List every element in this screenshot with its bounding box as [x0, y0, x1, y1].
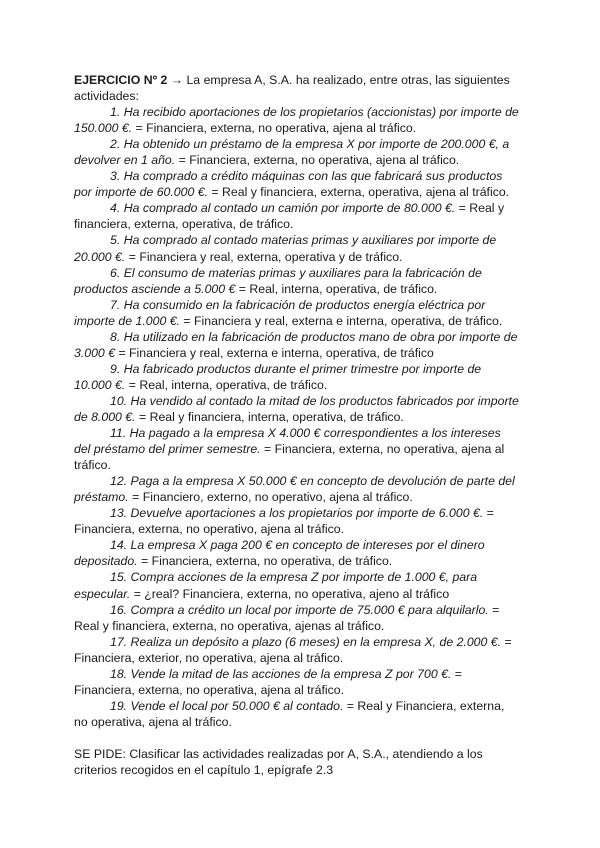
activity-item: [74, 104, 520, 136]
activity-number: 18.: [110, 666, 128, 681]
equals-sign: =: [179, 313, 194, 328]
activity-description: [110, 699, 343, 713]
activity-text: Paga a la empresa X 50.000 € en concepto de devolución de parte del préstamo.: [74, 474, 515, 505]
activity-classification: Financiera, exterior, no operativa, ajena al tráfico.: [74, 650, 344, 665]
activity-text: Devuelve aportaciones a los propietarios por importe de 6.000 €.: [130, 506, 484, 521]
equals-sign: =: [115, 345, 130, 360]
activity-text: Ha pagado a la empresa X 4.000 € correspondientes a los intereses del préstamo del primer semestre.: [74, 426, 501, 457]
activity-text: Vende el local por 50.000 € al contado.: [130, 698, 344, 713]
activity-item: [74, 232, 520, 264]
equals-sign: =: [130, 586, 145, 601]
equals-sign: =: [455, 201, 470, 216]
exercise-title: EJERCICIO Nº 2: [74, 73, 168, 87]
activity-number: 15.: [110, 570, 128, 585]
activity-item: [74, 265, 520, 297]
activity-description: [110, 667, 451, 681]
equals-sign: =: [125, 377, 140, 392]
activity-description: [110, 603, 489, 617]
activity-item: [74, 168, 520, 200]
activity-number: 6.: [110, 265, 121, 280]
activity-item: [74, 200, 520, 232]
document-page: [74, 72, 520, 778]
activity-item: [74, 537, 520, 569]
activity-classification: Real, interna, operativa, de tráfico.: [249, 281, 438, 296]
equals-sign: =: [125, 249, 140, 264]
activity-classification: Financiero, externo, no operativo, ajena al tráfico.: [142, 490, 413, 505]
activity-classification: Real y financiera, externa, operativa, ajena al tráfico.: [222, 185, 510, 200]
activity-classification: Financiera, externa, no operativo, ajena al tráfico.: [74, 522, 345, 537]
equals-sign: =: [451, 666, 462, 681]
activity-text: Ha comprado a crédito máquinas con las que fabricará sus productos por importe de 60.000 €.: [74, 169, 503, 200]
activity-text: La empresa X paga 200 € en concepto de intereses por el dinero depositado.: [74, 538, 485, 569]
equals-sign: =: [343, 698, 358, 713]
activity-number: 17.: [110, 634, 128, 649]
activity-item: [74, 602, 520, 634]
activity-classification: Financiera, externa, no operativa, ajena al tráfico.: [74, 442, 505, 473]
intro-text: La empresa A, S.A. ha realizado, entre otras, las siguientes actividades:: [74, 73, 510, 104]
activity-number: 10.: [110, 393, 128, 408]
activity-number: 9.: [110, 361, 121, 376]
activity-item: [74, 473, 520, 505]
activity-text: Compra acciones de la empresa Z por importe de 1.000 €, para especular.: [74, 570, 478, 601]
activity-classification: Financiera y real, externa e interna, operativa, de tráfico.: [193, 313, 503, 328]
exercise-intro: [74, 72, 520, 104]
activity-text: Ha consumido en la fabricación de productos energía eléctrica por importe de 1.000 €.: [74, 297, 486, 328]
activity-classification: Financiera, externa, no operativa, ajena al tráfico.: [74, 682, 345, 697]
equals-sign: =: [235, 281, 250, 296]
activity-number: 13.: [110, 506, 128, 521]
activity-item: [74, 329, 520, 361]
equals-sign: =: [483, 506, 494, 521]
activity-number: 19.: [110, 698, 128, 713]
task-statement: SE PIDE: Clasificar las actividades realizadas por A, S.A., atendiendo a los criterios recogidos en el capítulo 1, epígrafe 2.3: [74, 746, 483, 777]
activity-text: Ha utilizado en la fabricación de productos mano de obra por importe de 3.000 €: [74, 329, 518, 360]
activity-classification: Real y financiera, interna, operativa, de tráfico.: [149, 409, 404, 424]
activity-description: [110, 201, 455, 215]
equals-sign: =: [501, 634, 512, 649]
activity-description: [110, 506, 483, 520]
equals-sign: =: [135, 409, 150, 424]
activity-text: Ha fabricado productos durante el primer trimestre por importe de 10.000 €.: [74, 361, 482, 392]
activity-classification: Real, interna, operativa, de tráfico.: [139, 377, 328, 392]
activity-text: Compra a crédito un local por importe de 75.000 € para alquilarlo.: [130, 602, 489, 617]
activity-item: [74, 666, 520, 698]
activity-classification: Real y financiera, externa, no operativa, ajenas al tráfico.: [74, 618, 385, 633]
activity-number: 5.: [110, 233, 121, 248]
activity-item: [74, 361, 520, 393]
activity-item: [74, 569, 520, 601]
activity-classification: Financiera, externa, no operativa, ajena al tráfico.: [146, 121, 417, 136]
equals-sign: =: [175, 153, 190, 168]
equals-sign: =: [208, 185, 223, 200]
equals-sign: =: [260, 442, 275, 457]
activity-item: [74, 698, 520, 730]
activity-item: [74, 505, 520, 537]
activity-text: El consumo de materias primas y auxiliares para la fabricación de productos asciende a 5.000 €: [74, 265, 482, 296]
activity-classification: Real y financiera, externa, operativa, de tráfico.: [74, 201, 505, 232]
activity-item: [74, 425, 520, 473]
equals-sign: =: [128, 490, 143, 505]
activity-text: Ha obtenido un préstamo de la empresa X por importe de 200.000 €, a devolver en 1 año.: [74, 137, 510, 168]
activity-number: 14.: [110, 538, 128, 553]
activity-list: [74, 104, 520, 730]
equals-sign: =: [488, 602, 500, 617]
activity-number: 2.: [110, 137, 121, 152]
activity-text: Ha comprado al contado un camión por importe de 80.000 €.: [123, 201, 456, 216]
activity-number: 7.: [110, 297, 121, 312]
activity-number: 3.: [110, 169, 121, 184]
arrow-icon: →: [170, 73, 184, 87]
activity-item: [74, 393, 520, 425]
activity-number: 12.: [110, 474, 128, 489]
activity-item: [74, 297, 520, 329]
activity-text: Ha comprado al contado materias primas y auxiliares por importe de 20.000 €.: [74, 233, 497, 264]
activity-text: Ha recibido aportaciones de los propietarios (accionistas) por importe de 150.000 €.: [74, 105, 519, 136]
activity-classification: Financiera y real, externa, operativa y de tráfico.: [139, 249, 403, 264]
activity-classification: Financiera y real, externa e interna, operativa, de tráfico: [129, 345, 434, 360]
activity-number: 1.: [110, 105, 121, 120]
activity-classification: ¿real? Financiera, externa, no operativa, ajeno al tráfico: [144, 586, 450, 601]
activity-classification: Real y Financiera, externa, no operativa, ajena al tráfico.: [74, 698, 505, 729]
activity-number: 8.: [110, 329, 121, 344]
activity-number: 11.: [110, 426, 127, 441]
activity-item: [74, 136, 520, 168]
equals-sign: =: [132, 121, 147, 136]
activity-item: [74, 634, 520, 666]
equals-sign: =: [137, 554, 152, 569]
activity-text: Ha vendido al contado la mitad de los productos fabricados por importe de 8.000 €.: [74, 393, 519, 424]
activity-text: Vende la mitad de las acciones de la empresa Z por 700 €.: [130, 666, 452, 681]
activity-classification: Financiera, externa, no operativa, ajena al tráfico.: [189, 153, 460, 168]
activity-description: [110, 635, 501, 649]
activity-number: 16.: [110, 602, 128, 617]
activity-classification: Financiera, externa, no operativa, de tráfico.: [151, 554, 393, 569]
activity-number: 4.: [110, 201, 121, 216]
activity-text: Realiza un depósito a plazo (6 meses) en la empresa X, de 2.000 €.: [130, 634, 502, 649]
